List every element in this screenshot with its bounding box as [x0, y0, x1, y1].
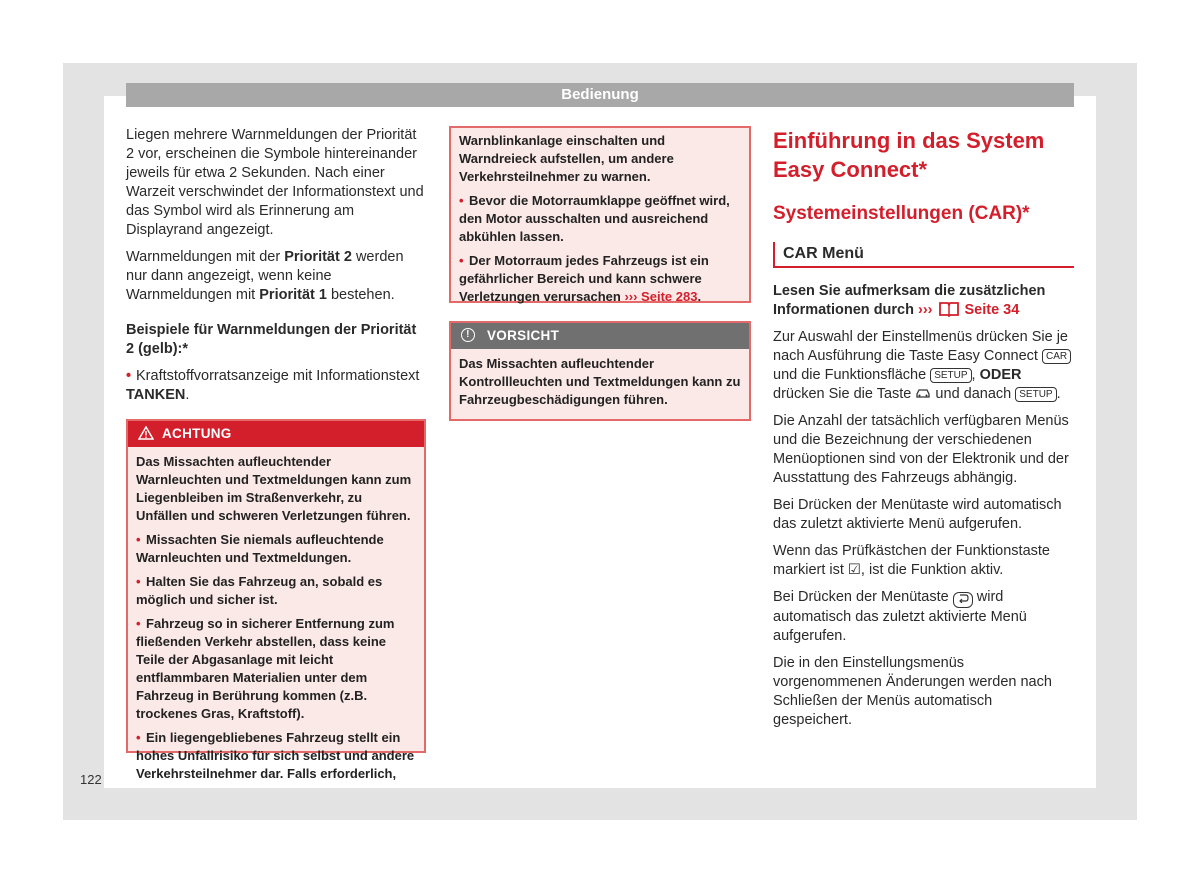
text: Warnmeldungen mit der	[126, 249, 285, 265]
paragraph	[773, 328, 1074, 404]
text: Bevor die Motorraumklappe geöffnet wird, den Motor ausschalten und ausreichend abkühlen lassen.	[459, 193, 730, 244]
section-title: Systemeinstellungen (CAR)*	[773, 203, 1030, 224]
text-bold: Priorität 2	[284, 249, 352, 265]
text: Fahrzeug so in sicherer Entfernung zum fließenden Verkehr abstellen, dass keine Teile der Abgasanlage mit leicht entflammbaren Materialien unter dem Fahrzeug in Berührung kommen (z.B. trockenes Gras, Kraftstoff).	[136, 616, 395, 721]
bullet-icon: •	[459, 253, 464, 268]
column-left	[126, 126, 426, 781]
text: Lesen Sie aufmerksam die zusätzlichen Informationen durch	[773, 283, 1046, 318]
bullet-icon: •	[136, 730, 141, 745]
achtung-continued-intro: Warnblinkanlage einschalten und Warndreieck aufstellen, um andere Verkehrsteilnehmer zu warnen.	[459, 133, 674, 184]
section-header: Bedienung	[126, 83, 1074, 107]
text: .	[697, 289, 702, 304]
arrow-glyph: ›››	[918, 302, 933, 318]
book-reference-icon	[937, 301, 961, 317]
achtung-header	[128, 421, 424, 447]
vorsicht-body	[451, 349, 749, 419]
setup-key-icon: SETUP	[930, 368, 971, 383]
paragraph	[773, 588, 1074, 646]
column-right	[773, 126, 1074, 738]
text: Der Motorraum jedes Fahrzeugs ist ein gefährlicher Bereich und kann schwere Verletzungen verursachen	[459, 253, 709, 304]
text: Halten Sie das Fahrzeug an, sobald es möglich und sicher ist.	[136, 574, 383, 607]
bullet-icon: •	[136, 532, 141, 547]
text: drücken Sie die Taste	[773, 386, 916, 402]
vorsicht-header	[451, 323, 749, 349]
achtung-continued-body	[451, 128, 749, 316]
paragraph: Die in den Einstellungsmenüs vorgenommenen Änderungen werden nach Schließen der Menüs automatisch gespeichert.	[773, 655, 1052, 728]
paragraph: Liegen mehrere Warnmeldungen der Priorität 2 vor, erscheinen die Symbole hintereinander jeweils für etwa 2 Sekunden. Nach einer Warzeit verschwindet der Informationstext und das Symbol wird als Erinnerung am Displayrand angezeigt.	[126, 127, 424, 238]
text: wird automatisch das zuletzt aktivierte Menü aufgerufen.	[773, 589, 1027, 644]
vorsicht-text: Das Missachten aufleuchtender Kontrollleuchten und Textmeldungen kann zu Fahrzeugbeschädigungen führen.	[459, 356, 741, 407]
text: .	[1056, 386, 1061, 402]
achtung-box	[126, 419, 426, 781]
bullet-icon: •	[136, 574, 141, 589]
achtung-item	[459, 192, 741, 246]
achtung-item	[136, 729, 416, 783]
vorsicht-box	[449, 321, 751, 421]
achtung-body	[128, 447, 424, 793]
text: Kraftstoffvorratsanzeige mit Informationstext	[136, 368, 420, 384]
page-number: 122	[80, 772, 102, 787]
achtung-continued-box	[449, 126, 751, 303]
achtung-intro: Das Missachten aufleuchtender Warnleuchten und Textmeldungen kann zum Liegenbleiben im Straßenverkehr, zu Unfällen und schweren Verletzungen führen.	[136, 454, 412, 523]
text: Missachten Sie niemals aufleuchtende Warnleuchten und Textmeldungen.	[136, 532, 384, 565]
achtung-item	[136, 531, 416, 567]
subsection-title: CAR Menü	[773, 242, 1074, 268]
checkbox-checked-icon: ☑	[847, 562, 861, 578]
column-middle	[449, 126, 751, 421]
car-key-icon: CAR	[1042, 349, 1071, 364]
text: Wenn das Prüfkästchen der Funktionstaste markiert ist	[773, 543, 1050, 578]
car-button-icon	[915, 387, 931, 399]
paragraph: Die Anzahl der tatsächlich verfügbaren Menüs und die Bezeichnung der verschiedenen Menüoptionen sind von der Elektronik und der Ausstattung des Fahrzeugs abhängig.	[773, 413, 1069, 486]
text-bold: Priorität 1	[259, 287, 327, 303]
bullet-icon: •	[126, 368, 132, 384]
text: werden nur dann angezeigt, wenn keine Warnmeldungen mit	[126, 249, 404, 303]
chapter-title: Einführung in das System Easy Connect*	[773, 128, 1045, 182]
achtung-item	[459, 252, 741, 306]
bullet-icon: •	[459, 193, 464, 208]
warning-triangle-icon	[138, 426, 154, 440]
text: und danach	[931, 386, 1016, 402]
setup-key-icon: SETUP	[1015, 387, 1056, 402]
bullet-icon: •	[136, 616, 141, 631]
text: und die Funktionsfläche	[773, 367, 931, 383]
text: ,	[971, 367, 980, 383]
text: Zur Auswahl der Einstellmenüs drücken Sie je nach Ausführung die Taste Easy Connect	[773, 329, 1068, 364]
text: Bei Drücken der Menütaste	[773, 589, 953, 605]
text: .	[185, 387, 190, 403]
read-notice	[773, 282, 1074, 320]
text-bold: ODER	[979, 367, 1022, 383]
text: , ist die Funktion aktiv.	[860, 562, 1004, 578]
bullet-item	[126, 367, 426, 405]
text: Ein liegengebliebenes Fahrzeug stellt ein hohes Unfallrisiko für sich selbst und andere Verkehrsteilnehmer dar. Falls erforderlich,	[136, 730, 415, 781]
page-link[interactable]: Seite 34	[964, 302, 1020, 318]
vorsicht-label: VORSICHT	[487, 328, 560, 343]
achtung-label: ACHTUNG	[162, 426, 232, 441]
paragraph	[773, 542, 1074, 580]
text-bold: TANKEN	[126, 387, 186, 403]
achtung-item	[136, 615, 416, 723]
caution-circle-icon: !	[461, 328, 475, 342]
paragraph	[126, 248, 426, 305]
paragraph: Bei Drücken der Menütaste wird automatisch das zuletzt aktivierte Menü aufgerufen.	[773, 497, 1062, 532]
achtung-item	[136, 573, 416, 609]
page-link[interactable]: ››› Seite 283	[624, 289, 698, 304]
text: bestehen.	[326, 287, 395, 303]
examples-heading: Beispiele für Warnmeldungen der Priorität 2 (gelb):*	[126, 322, 417, 357]
back-key-icon	[953, 592, 973, 608]
